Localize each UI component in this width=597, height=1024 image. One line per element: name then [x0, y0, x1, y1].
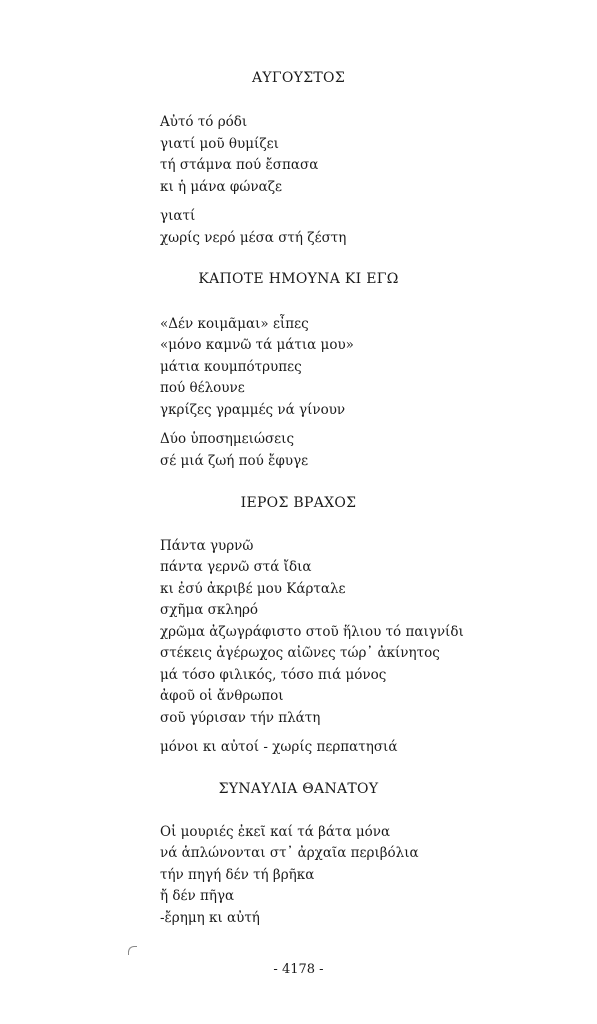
poem-line: στέκεις ἀγέρωχος αἰῶνες τώρ᾽ ἀκίνητος — [160, 645, 440, 661]
scan-mark — [128, 946, 137, 955]
poem-line: τήν πηγή δέν τή βρῆκα — [160, 867, 315, 883]
poem-line: ἤ δέν πῆγα — [160, 888, 235, 904]
poem-line: γκρίζες γραμμές νά γίνουν — [160, 402, 346, 418]
poem-line: Αὐτό τό ρόδι — [160, 114, 248, 130]
poem-line: ἀφοῦ οἱ ἄνθρωποι — [160, 688, 284, 704]
poem-line: νά ἁπλώνονται στ᾽ ἀρχαῖα περιβόλια — [160, 845, 419, 861]
poem-line: γιατί μοῦ θυμίζει — [160, 136, 279, 152]
poem-line: μόνοι κι αὐτοί - χωρίς περπατησιά — [160, 739, 398, 755]
poem-line: σέ μιά ζωή πού ἔφυγε — [160, 453, 309, 469]
poem-line: γιατί — [160, 208, 196, 224]
poem-line: κι ἐσύ ἀκριβέ μου Κάρταλε — [160, 581, 346, 597]
poem-line: σοῦ γύρισαν τήν πλάτη — [160, 710, 321, 726]
poem-title: ΑΥΓΟΥΣΤΟΣ — [251, 70, 346, 86]
poem-title: ΙΕΡΟΣ ΒΡΑΧΟΣ — [240, 495, 357, 511]
page-number: - 4178 - — [273, 962, 324, 977]
poem-line: πάντα γερνῶ στά ἴδια — [160, 559, 312, 575]
poem-line: «μόνο καμνῶ τά μάτια μου» — [160, 337, 354, 353]
poem-title: ΚΑΠΟΤΕ ΗΜΟΥΝΑ ΚΙ ΕΓΩ — [198, 271, 399, 287]
poem-line: χωρίς νερό μέσα στή ζέστη — [160, 230, 347, 246]
poem-line: μά τόσο φιλικός, τόσο πιά μόνος — [160, 667, 387, 683]
poem-line: -ἔρημη κι αὐτή — [160, 910, 260, 926]
poem-line: πού θέλουνε — [160, 380, 245, 396]
poem-line: τή στάμνα πού ἔσπασα — [160, 157, 319, 173]
poem-line: «Δέν κοιμᾶμαι» εἶπες — [160, 316, 309, 332]
poem-line: Οἱ μουριές ἐκεῖ καί τά βάτα μόνα — [160, 824, 391, 840]
poem-line: μάτια κουμπότρυπες — [160, 359, 302, 375]
poem-line: χρῶμα ἀζωγράφιστο στοῦ ἥλιου τό παιγνίδι — [160, 624, 464, 640]
poem-line: Δύο ὑποσημειώσεις — [160, 431, 295, 447]
poem-line: Πάντα γυρνῶ — [160, 538, 254, 554]
poem-line: κι ἡ μάνα φώναζε — [160, 179, 283, 195]
poem-line: σχῆμα σκληρό — [160, 602, 259, 618]
poem-title: ΣΥΝΑΥΛΙΑ ΘΑΝΑΤΟΥ — [218, 781, 379, 797]
